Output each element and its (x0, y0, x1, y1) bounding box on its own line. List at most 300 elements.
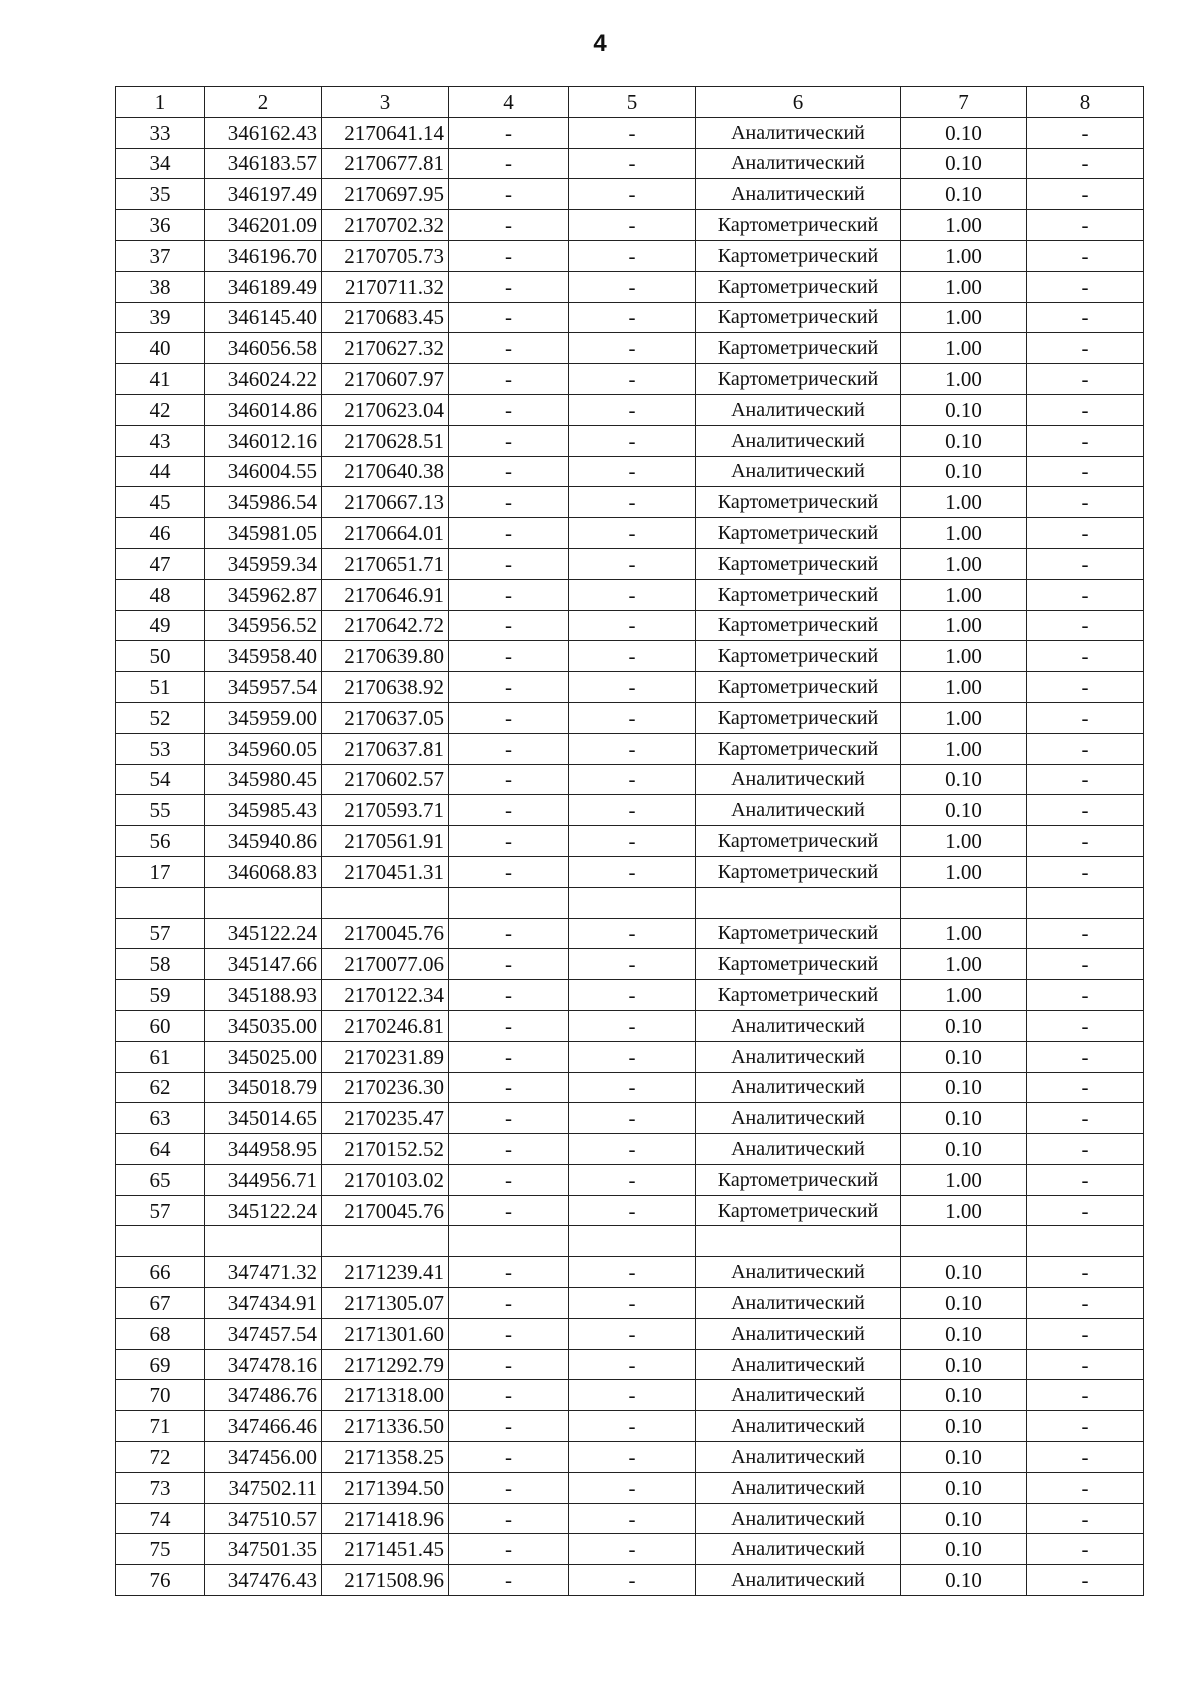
accuracy-cell: 0.10 (901, 1472, 1027, 1503)
point-number-cell: 55 (116, 795, 205, 826)
y-coordinate-cell: 2170664.01 (322, 518, 449, 549)
col4-cell (449, 887, 569, 918)
col4-cell: - (449, 672, 569, 703)
point-number-cell: 62 (116, 1072, 205, 1103)
method-cell: Аналитический (696, 1072, 901, 1103)
col5-cell: - (569, 641, 696, 672)
col5-cell: - (569, 764, 696, 795)
x-coordinate-cell: 346004.55 (205, 456, 322, 487)
col4-cell: - (449, 1472, 569, 1503)
col5-cell: - (569, 394, 696, 425)
y-coordinate-cell: 2171418.96 (322, 1503, 449, 1534)
x-coordinate-cell: 345025.00 (205, 1041, 322, 1072)
method-cell: Аналитический (696, 1442, 901, 1473)
col8-cell: - (1027, 1472, 1144, 1503)
x-coordinate-cell: 345960.05 (205, 733, 322, 764)
col8-cell: - (1027, 148, 1144, 179)
col8-cell: - (1027, 764, 1144, 795)
method-cell: Картометрический (696, 733, 901, 764)
col4-cell: - (449, 487, 569, 518)
y-coordinate-cell: 2170623.04 (322, 394, 449, 425)
col8-cell: - (1027, 1565, 1144, 1596)
method-cell: Аналитический (696, 1010, 901, 1041)
point-number-cell: 39 (116, 302, 205, 333)
y-coordinate-cell: 2170077.06 (322, 949, 449, 980)
accuracy-cell: 1.00 (901, 826, 1027, 857)
col8-cell (1027, 887, 1144, 918)
method-cell: Картометрический (696, 641, 901, 672)
col4-cell: - (449, 1565, 569, 1596)
col5-cell: - (569, 795, 696, 826)
table-row (116, 949, 1144, 980)
x-coordinate-cell: 346162.43 (205, 117, 322, 148)
col5-cell: - (569, 1195, 696, 1226)
column-header: 2 (205, 87, 322, 118)
col4-cell: - (449, 1257, 569, 1288)
col8-cell: - (1027, 795, 1144, 826)
table-row (116, 1380, 1144, 1411)
col8-cell: - (1027, 1164, 1144, 1195)
x-coordinate-cell: 346189.49 (205, 271, 322, 302)
col5-cell: - (569, 425, 696, 456)
col8-cell: - (1027, 1195, 1144, 1226)
col5-cell: - (569, 240, 696, 271)
table-row (116, 795, 1144, 826)
method-cell: Картометрический (696, 856, 901, 887)
col4-cell: - (449, 1041, 569, 1072)
accuracy-cell: 0.10 (901, 117, 1027, 148)
method-cell (696, 887, 901, 918)
col4-cell: - (449, 918, 569, 949)
table-row (116, 1288, 1144, 1319)
table-row (116, 518, 1144, 549)
method-cell: Картометрический (696, 672, 901, 703)
accuracy-cell: 1.00 (901, 856, 1027, 887)
y-coordinate-cell: 2170231.89 (322, 1041, 449, 1072)
col8-cell: - (1027, 1411, 1144, 1442)
table-row (116, 641, 1144, 672)
point-number-cell: 48 (116, 579, 205, 610)
accuracy-cell: 1.00 (901, 918, 1027, 949)
x-coordinate-cell (205, 887, 322, 918)
point-number-cell: 37 (116, 240, 205, 271)
y-coordinate-cell: 2170642.72 (322, 610, 449, 641)
point-number-cell: 56 (116, 826, 205, 857)
x-coordinate-cell: 347502.11 (205, 1472, 322, 1503)
col8-cell: - (1027, 1072, 1144, 1103)
col4-cell: - (449, 117, 569, 148)
table-row (116, 856, 1144, 887)
table-row (116, 1010, 1144, 1041)
accuracy-cell: 0.10 (901, 1010, 1027, 1041)
col4-cell: - (449, 579, 569, 610)
method-cell: Картометрический (696, 302, 901, 333)
method-cell: Аналитический (696, 1503, 901, 1534)
table-row (116, 1195, 1144, 1226)
table-row (116, 148, 1144, 179)
method-cell: Аналитический (696, 117, 901, 148)
method-cell: Аналитический (696, 425, 901, 456)
col4-cell: - (449, 702, 569, 733)
x-coordinate-cell: 345940.86 (205, 826, 322, 857)
point-number-cell: 65 (116, 1164, 205, 1195)
col4-cell: - (449, 610, 569, 641)
y-coordinate-cell: 2171239.41 (322, 1257, 449, 1288)
point-number-cell: 42 (116, 394, 205, 425)
col4-cell: - (449, 394, 569, 425)
column-header: 5 (569, 87, 696, 118)
x-coordinate-cell: 345188.93 (205, 980, 322, 1011)
method-cell: Картометрический (696, 579, 901, 610)
point-number-cell: 41 (116, 364, 205, 395)
x-coordinate-cell: 346068.83 (205, 856, 322, 887)
col8-cell: - (1027, 210, 1144, 241)
x-coordinate-cell: 345035.00 (205, 1010, 322, 1041)
x-coordinate-cell: 345959.00 (205, 702, 322, 733)
y-coordinate-cell: 2171292.79 (322, 1349, 449, 1380)
accuracy-cell: 1.00 (901, 1195, 1027, 1226)
accuracy-cell: 1.00 (901, 271, 1027, 302)
col5-cell: - (569, 1072, 696, 1103)
col4-cell: - (449, 210, 569, 241)
method-cell: Картометрический (696, 518, 901, 549)
point-number-cell: 46 (116, 518, 205, 549)
x-coordinate-cell: 345957.54 (205, 672, 322, 703)
col8-cell: - (1027, 579, 1144, 610)
col5-cell: - (569, 271, 696, 302)
col4-cell: - (449, 1072, 569, 1103)
method-cell: Аналитический (696, 179, 901, 210)
x-coordinate-cell: 347501.35 (205, 1534, 322, 1565)
point-number-cell: 66 (116, 1257, 205, 1288)
method-cell: Аналитический (696, 1103, 901, 1134)
col5-cell: - (569, 364, 696, 395)
column-header: 7 (901, 87, 1027, 118)
col4-cell: - (449, 980, 569, 1011)
y-coordinate-cell: 2170627.32 (322, 333, 449, 364)
table-row (116, 764, 1144, 795)
x-coordinate-cell: 345985.43 (205, 795, 322, 826)
col4-cell: - (449, 271, 569, 302)
y-coordinate-cell: 2170235.47 (322, 1103, 449, 1134)
col5-cell: - (569, 1257, 696, 1288)
table-row (116, 394, 1144, 425)
point-number-cell (116, 1226, 205, 1257)
point-number-cell: 45 (116, 487, 205, 518)
point-number-cell: 43 (116, 425, 205, 456)
y-coordinate-cell: 2170637.81 (322, 733, 449, 764)
col4-cell: - (449, 1134, 569, 1165)
col4-cell: - (449, 826, 569, 857)
method-cell: Картометрический (696, 702, 901, 733)
col4-cell: - (449, 641, 569, 672)
accuracy-cell: 0.10 (901, 795, 1027, 826)
table-row (116, 179, 1144, 210)
col4-cell: - (449, 856, 569, 887)
y-coordinate-cell: 2170593.71 (322, 795, 449, 826)
accuracy-cell: 0.10 (901, 1565, 1027, 1596)
point-number-cell: 51 (116, 672, 205, 703)
y-coordinate-cell: 2171301.60 (322, 1318, 449, 1349)
table-row (116, 333, 1144, 364)
y-coordinate-cell: 2170683.45 (322, 302, 449, 333)
table-row (116, 1103, 1144, 1134)
y-coordinate-cell: 2170561.91 (322, 826, 449, 857)
accuracy-cell: 1.00 (901, 518, 1027, 549)
col8-cell: - (1027, 1103, 1144, 1134)
column-header: 3 (322, 87, 449, 118)
col4-cell: - (449, 1318, 569, 1349)
table-row (116, 271, 1144, 302)
col8-cell: - (1027, 826, 1144, 857)
col8-cell: - (1027, 1503, 1144, 1534)
accuracy-cell: 1.00 (901, 949, 1027, 980)
col5-cell: - (569, 579, 696, 610)
table-row (116, 1072, 1144, 1103)
point-number-cell: 50 (116, 641, 205, 672)
y-coordinate-cell: 2171394.50 (322, 1472, 449, 1503)
method-cell: Картометрический (696, 240, 901, 271)
col5-cell: - (569, 856, 696, 887)
col5-cell: - (569, 733, 696, 764)
col8-cell: - (1027, 918, 1144, 949)
col8-cell (1027, 1226, 1144, 1257)
table-row (116, 579, 1144, 610)
col5-cell: - (569, 1318, 696, 1349)
point-number-cell: 44 (116, 456, 205, 487)
col8-cell: - (1027, 117, 1144, 148)
col4-cell: - (449, 1288, 569, 1319)
separator-row (116, 1226, 1144, 1257)
y-coordinate-cell: 2170640.38 (322, 456, 449, 487)
col4-cell: - (449, 333, 569, 364)
accuracy-cell: 0.10 (901, 394, 1027, 425)
y-coordinate-cell: 2170103.02 (322, 1164, 449, 1195)
table-row (116, 456, 1144, 487)
accuracy-cell: 0.10 (901, 1288, 1027, 1319)
y-coordinate-cell: 2170602.57 (322, 764, 449, 795)
col4-cell: - (449, 548, 569, 579)
point-number-cell: 61 (116, 1041, 205, 1072)
method-cell: Картометрический (696, 210, 901, 241)
table-row (116, 1349, 1144, 1380)
x-coordinate-cell: 345147.66 (205, 949, 322, 980)
x-coordinate-cell: 345986.54 (205, 487, 322, 518)
method-cell: Аналитический (696, 1134, 901, 1165)
y-coordinate-cell (322, 1226, 449, 1257)
col5-cell: - (569, 518, 696, 549)
table-row (116, 1411, 1144, 1442)
x-coordinate-cell: 347466.46 (205, 1411, 322, 1442)
col8-cell: - (1027, 1010, 1144, 1041)
col8-cell: - (1027, 302, 1144, 333)
method-cell: Аналитический (696, 1565, 901, 1596)
col4-cell: - (449, 1534, 569, 1565)
col5-cell: - (569, 1288, 696, 1319)
col5-cell: - (569, 1134, 696, 1165)
accuracy-cell: 1.00 (901, 672, 1027, 703)
x-coordinate-cell: 344958.95 (205, 1134, 322, 1165)
col5-cell (569, 887, 696, 918)
x-coordinate-cell: 346012.16 (205, 425, 322, 456)
col4-cell: - (449, 1380, 569, 1411)
y-coordinate-cell: 2170705.73 (322, 240, 449, 271)
col4-cell: - (449, 179, 569, 210)
x-coordinate-cell: 345122.24 (205, 1195, 322, 1226)
method-cell: Аналитический (696, 1380, 901, 1411)
col8-cell: - (1027, 179, 1144, 210)
method-cell: Аналитический (696, 1257, 901, 1288)
x-coordinate-cell: 345959.34 (205, 548, 322, 579)
x-coordinate-cell: 345122.24 (205, 918, 322, 949)
coordinates-table (115, 86, 1144, 1596)
point-number-cell: 64 (116, 1134, 205, 1165)
method-cell: Картометрический (696, 918, 901, 949)
column-header: 8 (1027, 87, 1144, 118)
col8-cell: - (1027, 702, 1144, 733)
accuracy-cell: 1.00 (901, 548, 1027, 579)
col5-cell: - (569, 302, 696, 333)
accuracy-cell (901, 1226, 1027, 1257)
x-coordinate-cell: 345958.40 (205, 641, 322, 672)
y-coordinate-cell: 2171305.07 (322, 1288, 449, 1319)
col8-cell: - (1027, 1041, 1144, 1072)
y-coordinate-cell: 2170638.92 (322, 672, 449, 703)
accuracy-cell: 1.00 (901, 487, 1027, 518)
col5-cell: - (569, 210, 696, 241)
x-coordinate-cell: 346201.09 (205, 210, 322, 241)
col4-cell: - (449, 148, 569, 179)
col5-cell: - (569, 1164, 696, 1195)
col8-cell: - (1027, 949, 1144, 980)
method-cell: Аналитический (696, 1041, 901, 1072)
point-number-cell: 17 (116, 856, 205, 887)
col5-cell: - (569, 672, 696, 703)
point-number-cell: 57 (116, 918, 205, 949)
accuracy-cell: 0.10 (901, 1072, 1027, 1103)
accuracy-cell: 1.00 (901, 610, 1027, 641)
y-coordinate-cell: 2170639.80 (322, 641, 449, 672)
accuracy-cell: 1.00 (901, 302, 1027, 333)
col5-cell: - (569, 1380, 696, 1411)
col8-cell: - (1027, 548, 1144, 579)
y-coordinate-cell (322, 887, 449, 918)
col5-cell: - (569, 949, 696, 980)
x-coordinate-cell: 347434.91 (205, 1288, 322, 1319)
accuracy-cell: 0.10 (901, 1134, 1027, 1165)
col8-cell: - (1027, 1288, 1144, 1319)
point-number-cell: 63 (116, 1103, 205, 1134)
x-coordinate-cell: 347456.00 (205, 1442, 322, 1473)
y-coordinate-cell: 2170697.95 (322, 179, 449, 210)
col4-cell: - (449, 1164, 569, 1195)
table-row (116, 1442, 1144, 1473)
method-cell: Картометрический (696, 610, 901, 641)
accuracy-cell: 1.00 (901, 579, 1027, 610)
y-coordinate-cell: 2170637.05 (322, 702, 449, 733)
col8-cell: - (1027, 1380, 1144, 1411)
accuracy-cell: 0.10 (901, 1442, 1027, 1473)
table-row (116, 1565, 1144, 1596)
accuracy-cell: 0.10 (901, 1257, 1027, 1288)
table-row (116, 826, 1144, 857)
col8-cell: - (1027, 456, 1144, 487)
point-number-cell: 60 (116, 1010, 205, 1041)
method-cell: Картометрический (696, 826, 901, 857)
point-number-cell (116, 887, 205, 918)
method-cell: Аналитический (696, 394, 901, 425)
col8-cell: - (1027, 1134, 1144, 1165)
method-cell: Аналитический (696, 456, 901, 487)
point-number-cell: 69 (116, 1349, 205, 1380)
point-number-cell: 33 (116, 117, 205, 148)
col4-cell: - (449, 1411, 569, 1442)
table-row (116, 548, 1144, 579)
col8-cell: - (1027, 1349, 1144, 1380)
x-coordinate-cell: 346014.86 (205, 394, 322, 425)
method-cell (696, 1226, 901, 1257)
col5-cell: - (569, 1565, 696, 1596)
col4-cell: - (449, 733, 569, 764)
table-row (116, 210, 1144, 241)
y-coordinate-cell: 2170152.52 (322, 1134, 449, 1165)
y-coordinate-cell: 2171358.25 (322, 1442, 449, 1473)
col5-cell: - (569, 1442, 696, 1473)
col8-cell: - (1027, 1442, 1144, 1473)
col5-cell: - (569, 148, 696, 179)
col5-cell: - (569, 1411, 696, 1442)
x-coordinate-cell: 347457.54 (205, 1318, 322, 1349)
y-coordinate-cell: 2170677.81 (322, 148, 449, 179)
x-coordinate-cell: 345018.79 (205, 1072, 322, 1103)
accuracy-cell: 1.00 (901, 980, 1027, 1011)
accuracy-cell (901, 887, 1027, 918)
accuracy-cell: 1.00 (901, 333, 1027, 364)
y-coordinate-cell: 2170236.30 (322, 1072, 449, 1103)
col8-cell: - (1027, 333, 1144, 364)
x-coordinate-cell: 347478.16 (205, 1349, 322, 1380)
accuracy-cell: 1.00 (901, 1164, 1027, 1195)
col4-cell: - (449, 1010, 569, 1041)
table-row (116, 1041, 1144, 1072)
y-coordinate-cell: 2170607.97 (322, 364, 449, 395)
x-coordinate-cell: 346056.58 (205, 333, 322, 364)
method-cell: Картометрический (696, 1164, 901, 1195)
y-coordinate-cell: 2170667.13 (322, 487, 449, 518)
y-coordinate-cell: 2170702.32 (322, 210, 449, 241)
col5-cell (569, 1226, 696, 1257)
method-cell: Картометрический (696, 271, 901, 302)
accuracy-cell: 1.00 (901, 210, 1027, 241)
col5-cell: - (569, 548, 696, 579)
col5-cell: - (569, 117, 696, 148)
accuracy-cell: 0.10 (901, 1349, 1027, 1380)
point-number-cell: 38 (116, 271, 205, 302)
col8-cell: - (1027, 980, 1144, 1011)
point-number-cell: 35 (116, 179, 205, 210)
method-cell: Аналитический (696, 1318, 901, 1349)
column-header: 4 (449, 87, 569, 118)
table-row (116, 1472, 1144, 1503)
method-cell: Картометрический (696, 980, 901, 1011)
y-coordinate-cell: 2170628.51 (322, 425, 449, 456)
method-cell: Картометрический (696, 333, 901, 364)
col5-cell: - (569, 179, 696, 210)
col8-cell: - (1027, 733, 1144, 764)
col5-cell: - (569, 1503, 696, 1534)
y-coordinate-cell: 2170451.31 (322, 856, 449, 887)
accuracy-cell: 0.10 (901, 1380, 1027, 1411)
